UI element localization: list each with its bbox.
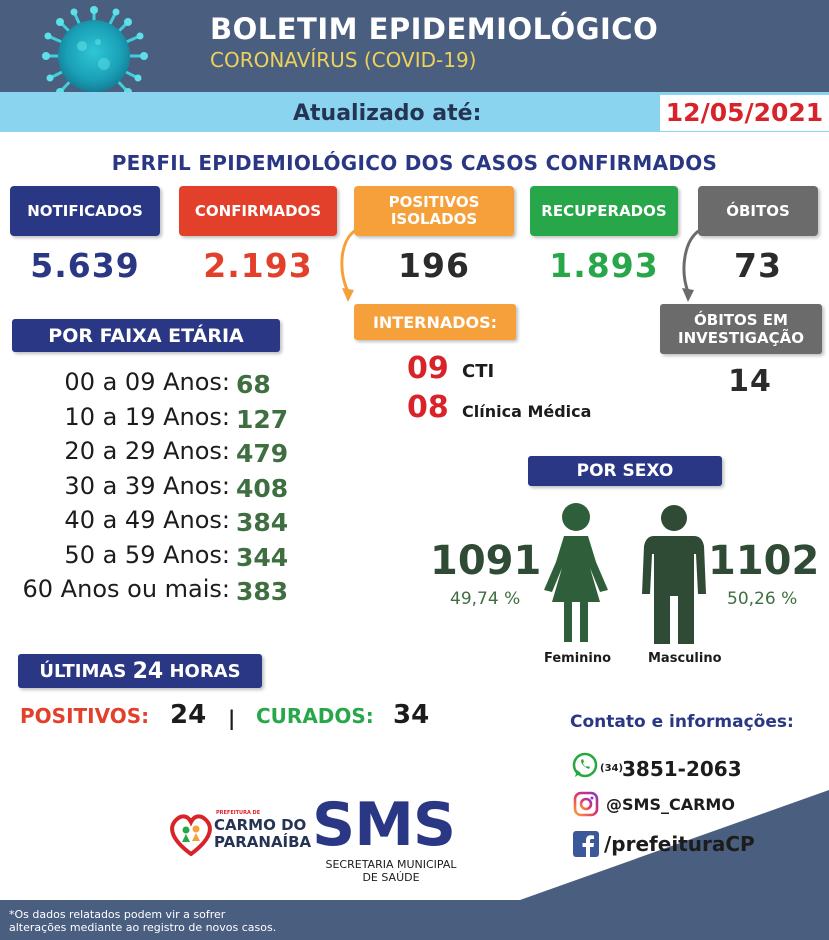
arrow-icon bbox=[672, 226, 712, 306]
positivos-isolados-label bbox=[354, 186, 514, 236]
sms-line1: SECRETARIA MUNICIPAL bbox=[325, 858, 457, 871]
clinica-value: 08 bbox=[407, 390, 449, 425]
facebook-page[interactable]: /prefeituraCP bbox=[604, 832, 755, 856]
whatsapp-icon[interactable] bbox=[572, 752, 598, 778]
notificados-label-text: NOTIFICADOS bbox=[27, 201, 143, 220]
age-range-label: 10 a 19 Anos: bbox=[64, 402, 230, 431]
confirmados-label-text: CONFIRMADOS bbox=[194, 201, 322, 220]
recuperados-label bbox=[530, 186, 678, 236]
age-range-value: 344 bbox=[236, 542, 289, 572]
prefeitura-logo-icon bbox=[168, 812, 214, 856]
bulletin-title: BOLETIM EPIDEMIOLÓGICO bbox=[210, 12, 659, 46]
sexo-title-text: POR SEXO bbox=[576, 461, 674, 481]
recuperados-label-text: RECUPERADOS bbox=[541, 201, 667, 220]
age-range-label: 60 Anos ou mais: bbox=[22, 575, 230, 603]
cti-label: CTI bbox=[462, 361, 495, 382]
positivos-value: 196 bbox=[398, 246, 470, 285]
phone-number[interactable]: 3851-2063 bbox=[622, 757, 742, 781]
facebook-icon[interactable] bbox=[573, 831, 599, 857]
prefeitura-line2: PARANAÍBA bbox=[214, 833, 312, 851]
notificados-value: 5.639 bbox=[30, 246, 140, 285]
age-range-label: 30 a 39 Anos: bbox=[64, 471, 230, 500]
age-range-label: 00 a 09 Anos: bbox=[64, 368, 230, 396]
male-icon bbox=[640, 504, 708, 646]
age-row bbox=[0, 403, 300, 435]
confirmados-value: 2.193 bbox=[203, 246, 313, 285]
prefeitura-line1: CARMO DO bbox=[214, 816, 307, 834]
age-range-value: 68 bbox=[236, 370, 271, 399]
sexo-title bbox=[528, 456, 722, 486]
footnote bbox=[9, 908, 276, 934]
masculino-label: Masculino bbox=[648, 651, 722, 666]
age-row bbox=[0, 437, 300, 469]
age-range-label: 50 a 59 Anos: bbox=[64, 540, 230, 569]
positivos-label-line1: POSITIVOS bbox=[388, 193, 480, 211]
obitos-label-text: ÓBITOS bbox=[726, 201, 790, 220]
age-row bbox=[0, 472, 300, 504]
obitos-label bbox=[698, 186, 818, 236]
positivos-24h-value: 24 bbox=[170, 700, 207, 730]
curados-24h-label: CURADOS: bbox=[256, 704, 374, 728]
feminino-value: 1091 bbox=[430, 538, 542, 584]
age-range-label: 20 a 29 Anos: bbox=[64, 437, 230, 465]
age-range-value: 408 bbox=[236, 473, 289, 503]
ultimas-title-post: HORAS bbox=[163, 660, 241, 682]
obitos-value: 73 bbox=[734, 246, 782, 285]
positivos-24h-label: POSITIVOS: bbox=[20, 704, 150, 728]
ultimas-title-pre: ÚLTIMAS bbox=[39, 660, 133, 682]
sms-logo: SMS bbox=[312, 790, 456, 860]
age-range-value: 383 bbox=[236, 577, 289, 606]
instagram-handle[interactable]: @SMS_CARMO bbox=[606, 795, 735, 814]
footnote-line2: alterações mediante ao registro de novos casos. bbox=[9, 921, 277, 934]
curados-24h-value: 34 bbox=[393, 700, 430, 730]
age-range-value: 384 bbox=[236, 508, 289, 537]
masculino-percent: 50,26 % bbox=[727, 589, 798, 609]
clinica-label: Clínica Médica bbox=[462, 402, 592, 421]
recuperados-value: 1.893 bbox=[549, 246, 659, 285]
instagram-icon[interactable] bbox=[573, 791, 599, 817]
female-icon bbox=[540, 502, 612, 644]
age-range-value: 479 bbox=[236, 439, 289, 468]
obitos-inv-line1: ÓBITOS EM bbox=[694, 311, 788, 329]
age-range-value: 127 bbox=[236, 404, 289, 434]
age-range-label: 40 a 49 Anos: bbox=[64, 506, 230, 534]
prefeitura-small: PREFEITURA DE bbox=[216, 810, 261, 816]
sms-line2: DE SAÚDE bbox=[362, 871, 420, 884]
masculino-value: 1102 bbox=[708, 538, 820, 584]
obitos-inv-line2: INVESTIGAÇÃO bbox=[678, 329, 804, 347]
obitos-investigacao-label bbox=[660, 304, 822, 354]
updated-label: Atualizado até: bbox=[293, 101, 482, 126]
age-row bbox=[0, 541, 300, 573]
confirmados-label bbox=[179, 186, 337, 236]
obitos-investigacao-value: 14 bbox=[728, 364, 772, 399]
feminino-label: Feminino bbox=[544, 651, 612, 666]
section-title: PERFIL EPIDEMIOLÓGICO DOS CASOS CONFIRMADOS bbox=[111, 151, 718, 175]
age-row bbox=[0, 506, 300, 538]
internados-label bbox=[354, 304, 516, 340]
internados-label-text: INTERNADOS: bbox=[372, 312, 498, 332]
cti-value: 09 bbox=[407, 351, 449, 386]
ultimas-title-num: 24 bbox=[132, 658, 164, 684]
phone-ddd: (34) bbox=[600, 763, 624, 774]
positivos-label-line2: ISOLADOS bbox=[390, 210, 478, 228]
updated-date: 12/05/2021 bbox=[660, 95, 829, 131]
age-row bbox=[0, 368, 300, 400]
contact-title: Contato e informações: bbox=[570, 712, 794, 732]
notificados-label bbox=[10, 186, 160, 236]
faixa-etaria-title-text: POR FAIXA ETÁRIA bbox=[48, 324, 244, 347]
footnote-line1: *Os dados relatados podem vir a sofrer bbox=[9, 908, 226, 921]
separator: | bbox=[228, 706, 236, 730]
age-row bbox=[0, 575, 300, 607]
feminino-percent: 49,74 % bbox=[450, 589, 521, 609]
ultimas-24h-title bbox=[18, 654, 262, 688]
arrow-icon bbox=[334, 226, 374, 306]
bulletin-subtitle: CORONAVÍRUS (COVID-19) bbox=[210, 48, 477, 72]
faixa-etaria-title bbox=[12, 319, 280, 352]
